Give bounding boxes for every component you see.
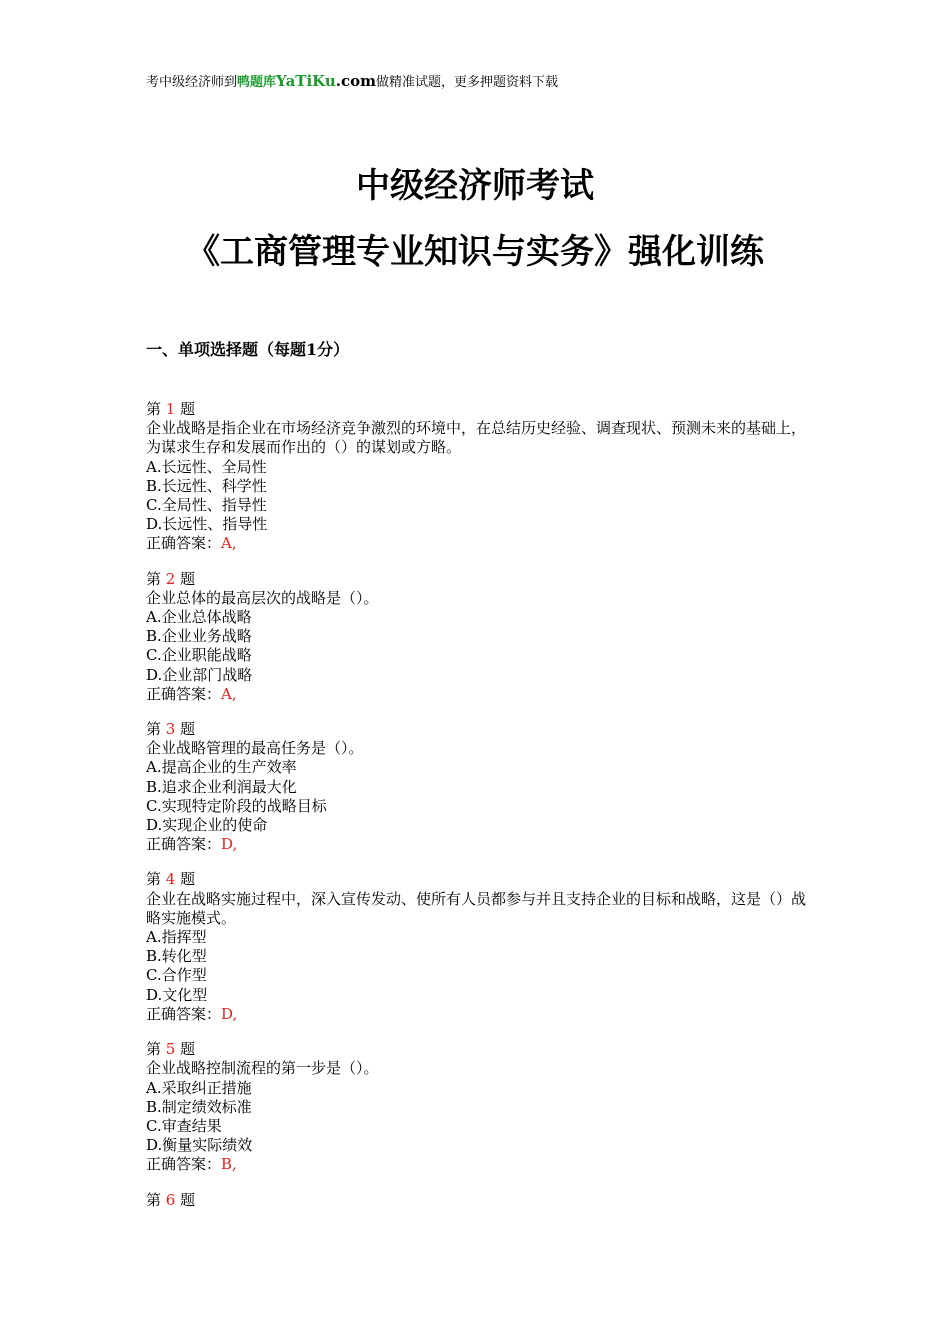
answer-value: A, (221, 684, 237, 703)
section-title: 一、单项选择题（每题1分） (146, 340, 350, 359)
answer-option: A.企业总体战略 (146, 608, 252, 627)
answer-option: A.指挥型 (146, 928, 207, 947)
answer-option: D.企业部门战略 (146, 665, 253, 684)
question-suffix: 题 (180, 569, 196, 588)
answer-value: D, (221, 1004, 238, 1023)
answer-option: A.提高企业的生产效率 (146, 758, 297, 777)
question-prefix: 第 (146, 569, 162, 588)
question-number (146, 720, 806, 739)
answer-option: C.实现特定阶段的战略目标 (146, 796, 327, 815)
question-prefix: 第 (146, 720, 162, 739)
question-index: 5 (165, 1040, 176, 1059)
question-stem: 企业战略控制流程的第一步是（）。 (146, 1059, 379, 1078)
page-title-line1: 中级经济师考试 (356, 166, 594, 206)
question-suffix: 题 (180, 400, 196, 418)
question-index: 1 (165, 400, 176, 418)
brand-name-cn[interactable]: 鸭题库 (237, 75, 277, 90)
correct-answer (146, 534, 806, 553)
header-prefix: 考中级经济师到 (146, 75, 238, 90)
answer-option: C.全局性、指导性 (146, 496, 267, 515)
question-prefix: 第 (146, 400, 162, 418)
question-index: 6 (165, 1190, 176, 1209)
question-list (146, 400, 806, 1226)
answer-option: A.采取纠正措施 (146, 1078, 252, 1097)
answer-option: A.长远性、全局性 (146, 457, 267, 476)
question-suffix: 题 (180, 720, 196, 739)
question-index: 4 (165, 870, 176, 889)
answer-label: 正确答案： (146, 1155, 222, 1174)
question-block (146, 1040, 806, 1174)
answer-option: C.企业职能战略 (146, 646, 252, 665)
question-number (146, 870, 806, 889)
page-title-line2: 《工商管理专业知识与实务》强化训练 (186, 232, 764, 272)
question-number (146, 570, 806, 589)
question-prefix: 第 (146, 1190, 162, 1209)
answer-label: 正确答案： (146, 1004, 222, 1023)
question-block (146, 870, 806, 1024)
answer-value: B, (221, 1155, 237, 1174)
question-number (146, 1040, 806, 1059)
answer-option: B.制定绩效标准 (146, 1097, 252, 1116)
question-stem: 企业在战略实施过程中，深入宣传发动、使所有人员都参与并且支持企业的目标和战略，这是（）战略实施模式。 (146, 889, 807, 927)
brand-name-en[interactable]: YaTiKu (276, 72, 336, 90)
question-index: 3 (165, 720, 176, 739)
correct-answer (146, 1005, 806, 1024)
correct-answer (146, 1155, 806, 1174)
header-suffix: 做精准试题，更多押题资料下载 (376, 75, 559, 90)
correct-answer (146, 835, 806, 854)
question-block (146, 570, 806, 704)
answer-label: 正确答案： (146, 534, 222, 553)
answer-option: B.转化型 (146, 947, 207, 966)
answer-option: D.衡量实际绩效 (146, 1136, 253, 1155)
question-number (146, 400, 806, 419)
question-number (146, 1191, 806, 1210)
question-prefix: 第 (146, 870, 162, 889)
question-suffix: 题 (180, 870, 196, 889)
question-block (146, 720, 806, 854)
question-suffix: 题 (180, 1190, 196, 1209)
answer-value: D, (221, 835, 238, 854)
answer-option: D.长远性、指导性 (146, 515, 268, 534)
question-block (146, 400, 806, 554)
answer-value: A, (221, 534, 237, 553)
header-banner (146, 72, 558, 92)
question-index: 2 (165, 569, 176, 588)
question-stem: 企业战略管理的最高任务是（）。 (146, 739, 364, 758)
answer-option: D.文化型 (146, 985, 208, 1004)
answer-label: 正确答案： (146, 684, 222, 703)
question-stem: 企业战略是指企业在市场经济竞争激烈的环境中，在总结历史经验、调查现状、预测未来的基础上，为谋求生存和发展而作出的（）的谋划或方略。 (146, 419, 807, 457)
question-stem: 企业总体的最高层次的战略是（）。 (146, 588, 379, 607)
brand-domain[interactable]: .com (335, 72, 377, 90)
question-prefix: 第 (146, 1040, 162, 1059)
answer-option: B.长远性、科学性 (146, 476, 267, 495)
question-suffix: 题 (180, 1040, 196, 1059)
question-block (146, 1191, 806, 1210)
answer-option: D.实现企业的使命 (146, 816, 268, 835)
answer-option: C.合作型 (146, 966, 207, 985)
answer-option: B.追求企业利润最大化 (146, 777, 297, 796)
correct-answer (146, 685, 806, 704)
answer-label: 正确答案： (146, 835, 222, 854)
answer-option: C.审查结果 (146, 1116, 222, 1135)
answer-option: B.企业业务战略 (146, 627, 252, 646)
